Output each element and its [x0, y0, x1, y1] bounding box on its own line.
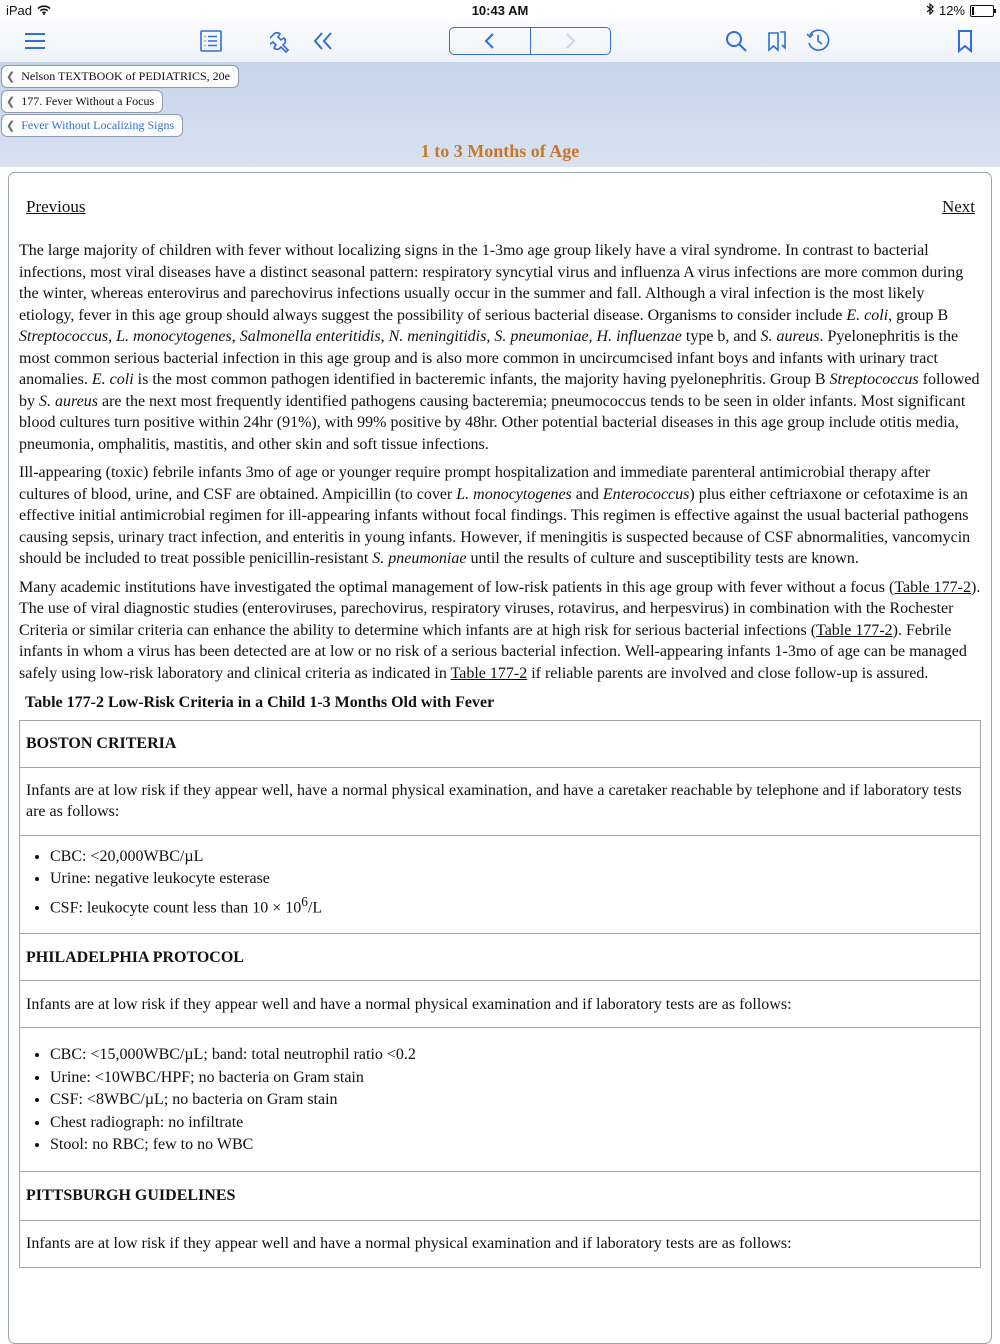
- content-pane: [8, 172, 992, 1344]
- table-row: [20, 934, 981, 981]
- bookmark-icon[interactable]: [949, 25, 981, 57]
- table-link[interactable]: Table 177-2: [894, 578, 971, 596]
- criteria-table: [19, 720, 981, 1268]
- next-link[interactable]: Next: [941, 197, 975, 216]
- list-item: • Urine: <10WBC/HPF; no bacteria on Gram stain: [50, 1067, 974, 1090]
- boston-list: [26, 846, 974, 920]
- search-icon[interactable]: [720, 25, 752, 57]
- status-bar: [0, 0, 1000, 20]
- status-right: [926, 3, 994, 18]
- bluetooth-icon: [926, 3, 934, 18]
- list-item: • CBC: <15,000WBC/µL; band: total neutrophil ratio <0.2: [50, 1044, 974, 1067]
- chevron-left-icon: ❮: [6, 71, 16, 83]
- philadelphia-heading: PHILADELPHIA PROTOCOL: [20, 934, 981, 981]
- philadelphia-list: [26, 1044, 974, 1157]
- table-row: [20, 981, 981, 1028]
- breadcrumb-chapter-label: 177. Fever Without a Focus: [21, 94, 155, 108]
- tools-icon[interactable]: [266, 25, 298, 57]
- chevron-left-icon: ❮: [6, 120, 16, 132]
- list-item: • Urine: negative leukocyte esterase: [50, 868, 974, 891]
- table-row: [20, 767, 981, 835]
- breadcrumb-section[interactable]: [1, 114, 183, 137]
- boston-description: Infants are at low risk if they appear well, have a normal physical examination, and have a caretaker reachable by telephone and if laboratory tests are as follows:: [20, 767, 981, 835]
- breadcrumb-book-label: Nelson TEXTBOOK of PEDIATRICS, 20e: [21, 69, 230, 83]
- battery-level: [972, 7, 974, 15]
- boston-list-cell: [20, 835, 981, 934]
- breadcrumb-section-label: Fever Without Localizing Signs: [21, 118, 175, 132]
- device-label: iPad: [6, 3, 33, 18]
- table-link[interactable]: Table 177-2: [816, 621, 893, 639]
- battery-icon: [970, 5, 994, 17]
- page-title: 1 to 3 Months of Age: [420, 141, 580, 161]
- battery-percent: 12%: [938, 3, 965, 18]
- table-row: [20, 835, 981, 934]
- table-caption: Table 177-2 Low-Risk Criteria in a Child 1-3 Months Old with Fever: [25, 694, 495, 711]
- history-icon[interactable]: [802, 25, 834, 57]
- list-item: • CSF: leukocyte count less than $10 \times 10^6/L$: [50, 891, 974, 920]
- paragraph-2: Ill-appearing (toxic) febrile infants 3mo of age or younger require prompt hospitalization and immediate parenteral antimicrobial therapy after cultures of blood, urine, and CSF are obtained. Ampicillin (to cover L. monocytogenes and Enterococcus) plus either ceftriaxone or cefotaxime is an effective initial antimicrobial regimen for ill-appearing infants without focal findings. This regimen is effective against the usual bacterial pathogens causing sepsis, urinary tract infection, and enteritis in young infants. However, if meningitis is suspected because of CSF abnormalities, vancomycin should be included to treat possible penicillin-resistant S. pneumoniae until the results of culture and susceptibility tests are known.: [19, 464, 971, 567]
- pittsburgh-description: Infants are at low risk if they appear well and have a normal physical examination and if laboratory tests are as follows:: [20, 1220, 981, 1267]
- list-item: • Chest radiograph: no infiltrate: [50, 1112, 974, 1135]
- table-row: [20, 1220, 981, 1267]
- bookmarks-icon[interactable]: [761, 25, 793, 57]
- chevron-left-icon: ❮: [6, 96, 16, 108]
- boston-heading: BOSTON CRITERIA: [20, 720, 981, 767]
- status-time: 10:43 AM: [471, 3, 529, 18]
- toolbar: [0, 20, 1000, 63]
- list-item: • CBC: <20,000WBC/µL: [50, 846, 974, 869]
- menu-icon[interactable]: [19, 25, 51, 57]
- table-row: [20, 1171, 981, 1220]
- list-item: • CSF: <8WBC/µL; no bacteria on Gram stain: [50, 1089, 974, 1112]
- double-chevron-left-icon[interactable]: [307, 25, 339, 57]
- table-link[interactable]: Table 177-2: [450, 664, 528, 682]
- previous-link[interactable]: Previous: [26, 197, 86, 216]
- paragraph-3: Many academic institutions have investigated the optimal management of low-risk patients in this age group with fever without a focus (Table 177-2). The use of viral diagnostic studies (enteroviruses, parechovirus, respiratory viruses, rotavirus, and herpesvirus) in combination with the Rochester Criteria or similar criteria can enhance the ability to determine which infants are at high risk for serious bacterial infections (Table 177-2). Febrile infants in whom a virus has been detected are at low or no risk of a serious bacterial infection. Well-appearing infants 1-3mo of age can be managed safely using low-risk laboratory and clinical criteria as indicated in Table 177-2 if reliable parents are involved and close follow-up is assured.: [19, 578, 981, 682]
- page-nav-segment: [449, 27, 611, 55]
- forward-icon[interactable]: [530, 28, 611, 54]
- article-body: [19, 240, 983, 1268]
- table-row: [20, 720, 981, 767]
- table-row: [20, 1028, 981, 1172]
- breadcrumb-book[interactable]: [1, 65, 239, 88]
- paragraph-1: The large majority of children with fever without localizing signs in the 1-3mo age group likely have a viral syndrome. In contrast to bacterial infections, most viral diseases have a distinct seasonal pattern: respiratory syncytial virus and influenza A virus infections are more common during the winter, whereas enterovirus and parechovirus infections usually occur in the summer and fall. Although a viral infection is the most likely etiology, fever in this age group should always suggest the possibility of serious bacterial disease. Organisms to consider include E. coli, group B Streptococcus, L. monocytogenes, Salmonella enteritidis, N. meningitidis, S. pneumoniae, H. influenzae type b, and S. aureus. Pyelonephritis is the most common serious bacterial infection in this age group and is also more common in uncircumcised infant boys and infants with urinary tract anomalies. E. coli is the most common pathogen identified in bacteremic infants, the majority having pyelonephritis. Group B Streptococcus followed by S. aureus are the next most frequently identified pathogens causing bacteremia; pneumococcus tends to be seen in older infants. Most significant blood cultures turn positive within 24hr (91%), with 99% positive by 48hr. Other potential bacterial diseases in this age group include otitis media, pneumonia, omphalitis, mastitis, and other skin and soft tissue infections.: [19, 242, 980, 453]
- breadcrumb-chapter[interactable]: [1, 90, 163, 113]
- philadelphia-list-cell: [20, 1028, 981, 1172]
- pittsburgh-heading: PITTSBURGH GUIDELINES: [20, 1171, 981, 1220]
- contents-icon[interactable]: [195, 25, 227, 57]
- philadelphia-description: Infants are at low risk if they appear well and have a normal physical examination and if laboratory tests are as follows:: [20, 981, 981, 1028]
- list-item: • Stool: no RBC; few to no WBC: [50, 1134, 974, 1157]
- back-icon[interactable]: [450, 28, 530, 54]
